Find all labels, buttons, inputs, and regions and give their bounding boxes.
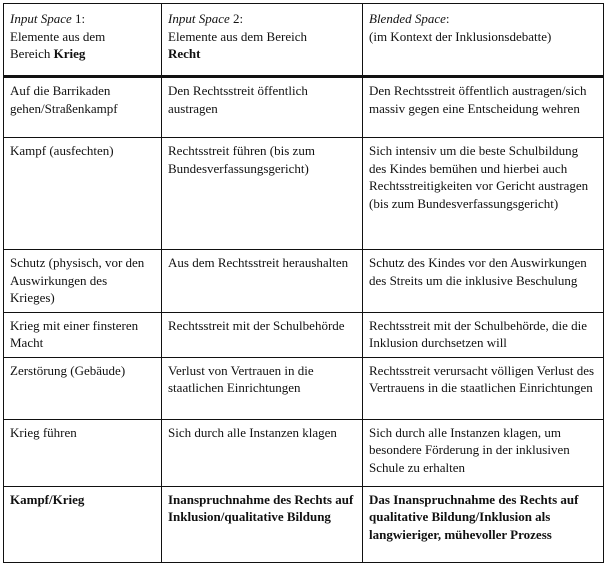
- header-2-line2: Elemente aus dem Bereich: [168, 28, 307, 44]
- header-3-title: Blended Space: [369, 11, 446, 26]
- header-2-title: Input Space: [168, 11, 230, 26]
- header-2-number: 2:: [229, 11, 244, 26]
- header-input-space-1: [4, 4, 162, 77]
- cell-input-2: Sich durch alle Instanzen klagen: [162, 419, 363, 486]
- table-header-row: [4, 4, 604, 77]
- cell-blended: Rechtsstreit mit der Schulbehörde, die die Inklusion durchsetzen will: [363, 312, 604, 357]
- table-row: [4, 357, 604, 419]
- cell-input-2: Rechtsstreit mit der Schulbehörde: [162, 312, 363, 357]
- cell-input-1: Auf die Barrikaden gehen/Straßenkampf: [4, 77, 162, 138]
- header-1-number: 1:: [71, 11, 86, 26]
- cell-blended: Sich durch alle Instanzen klagen, um besondere Förderung in der inklusiven Schule zu erhalten: [363, 419, 604, 486]
- header-3-colon: :: [445, 11, 450, 26]
- cell-blended: Schutz des Kindes vor den Auswirkungen des Streits um die inklusive Beschulung: [363, 250, 604, 313]
- cell-blended: Das Inanspruchnahme des Rechts auf qualitative Bildung/Inklusion als langwieriger, mühevoller Prozess: [363, 486, 604, 562]
- cell-input-1: Schutz (physisch, vor den Auswirkungen des Krieges): [4, 250, 162, 313]
- cell-input-2: Inanspruchnahme des Rechts auf Inklusion/qualitative Bildung: [162, 486, 363, 562]
- cell-blended: Den Rechtsstreit öffentlich austragen/sich massiv gegen eine Entscheidung wehren: [363, 77, 604, 138]
- cell-input-1: Zerstörung (Gebäude): [4, 357, 162, 419]
- blending-table: [3, 3, 604, 563]
- cell-input-2: Rechtsstreit führen (bis zum Bundesverfassungsgericht): [162, 138, 363, 250]
- header-1-keyword: Krieg: [53, 46, 86, 61]
- table-row: [4, 77, 604, 138]
- header-1-line3: Bereich: [10, 46, 54, 61]
- header-3-line2: (im Kontext der Inklusionsdebatte): [369, 28, 552, 44]
- header-1-line2: Elemente aus dem: [10, 28, 106, 44]
- table-row: [4, 138, 604, 250]
- table-row: [4, 250, 604, 313]
- header-2-keyword: Recht: [168, 46, 201, 61]
- cell-blended: Rechtsstreit verursacht völligen Verlust des Vertrauens in die staatlichen Einrichtungen: [363, 357, 604, 419]
- cell-blended: Sich intensiv um die beste Schulbildung des Kindes bemühen und hierbei auch Rechtsstreitigkeiten vor Gericht austragen (bis zum Bundesverfassungsgericht): [363, 138, 604, 250]
- cell-input-1: Kampf (ausfechten): [4, 138, 162, 250]
- cell-input-2: Verlust von Vertrauen in die staatlichen Einrichtungen: [162, 357, 363, 419]
- table-row: [4, 419, 604, 486]
- cell-input-1: Kampf/Krieg: [4, 486, 162, 562]
- cell-input-2: Den Rechtsstreit öffentlich austragen: [162, 77, 363, 138]
- table-summary-row: [4, 486, 604, 562]
- header-1-title: Input Space: [10, 11, 72, 26]
- header-input-space-2: [162, 4, 363, 77]
- cell-input-1: Krieg führen: [4, 419, 162, 486]
- table-row: [4, 312, 604, 357]
- cell-input-1: Krieg mit einer finsteren Macht: [4, 312, 162, 357]
- header-blended-space: [363, 4, 604, 77]
- cell-input-2: Aus dem Rechtsstreit heraushalten: [162, 250, 363, 313]
